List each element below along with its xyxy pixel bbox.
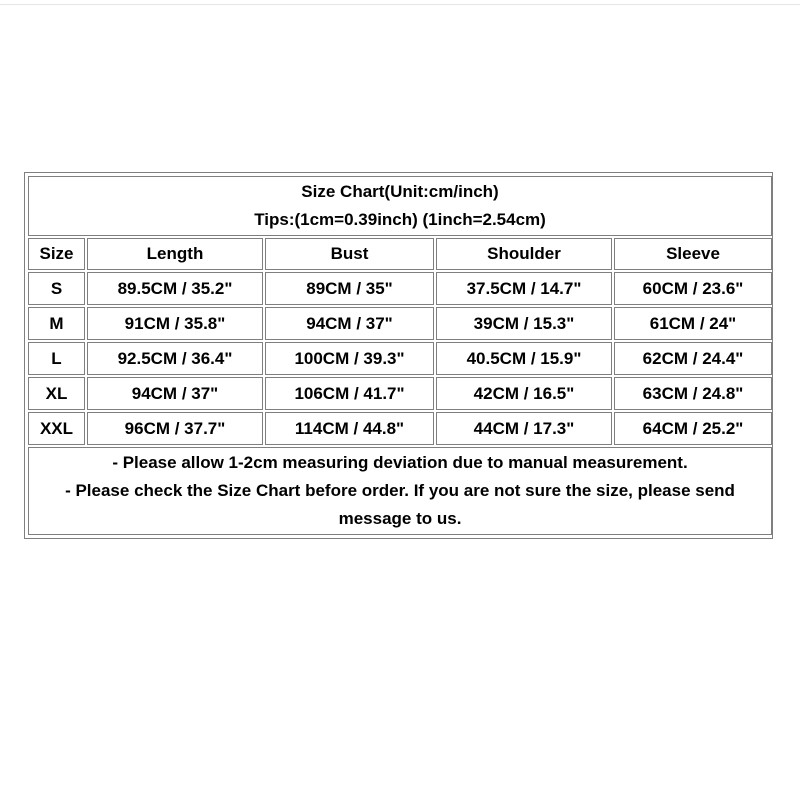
table-row	[28, 342, 772, 375]
shoulder-cell: 39CM / 15.3"	[436, 307, 612, 340]
length-cell: 91CM / 35.8"	[87, 307, 263, 340]
table-row	[28, 412, 772, 445]
header-length: Length	[87, 238, 263, 270]
sleeve-cell: 62CM / 24.4"	[614, 342, 772, 375]
size-cell: L	[28, 342, 85, 375]
table-row	[28, 272, 772, 305]
bust-cell: 94CM / 37"	[265, 307, 434, 340]
header-row	[28, 238, 772, 270]
size-cell: XL	[28, 377, 85, 410]
table-row	[28, 307, 772, 340]
length-cell: 92.5CM / 36.4"	[87, 342, 263, 375]
bust-cell: 114CM / 44.8"	[265, 412, 434, 445]
bust-cell: 100CM / 39.3"	[265, 342, 434, 375]
chart-title-line: Size Chart(Unit:cm/inch)	[301, 182, 499, 201]
top-divider	[0, 4, 800, 5]
note-check-size: - Please check the Size Chart before order. If you are not sure the size, please send message to us.	[65, 481, 735, 528]
header-size: Size	[28, 238, 85, 270]
chart-title	[28, 176, 772, 236]
bust-cell: 89CM / 35"	[265, 272, 434, 305]
header-shoulder: Shoulder	[436, 238, 612, 270]
table-row	[28, 377, 772, 410]
header-bust: Bust	[265, 238, 434, 270]
shoulder-cell: 42CM / 16.5"	[436, 377, 612, 410]
length-cell: 96CM / 37.7"	[87, 412, 263, 445]
sleeve-cell: 64CM / 25.2"	[614, 412, 772, 445]
size-cell: S	[28, 272, 85, 305]
notes	[28, 447, 772, 535]
sleeve-cell: 61CM / 24"	[614, 307, 772, 340]
sleeve-cell: 60CM / 23.6"	[614, 272, 772, 305]
header-sleeve: Sleeve	[614, 238, 772, 270]
sleeve-cell: 63CM / 24.8"	[614, 377, 772, 410]
size-chart	[24, 172, 773, 539]
note-deviation: - Please allow 1-2cm measuring deviation due to manual measurement.	[112, 453, 688, 472]
size-chart-table	[26, 174, 774, 537]
length-cell: 89.5CM / 35.2"	[87, 272, 263, 305]
shoulder-cell: 40.5CM / 15.9"	[436, 342, 612, 375]
chart-tips-line: Tips:(1cm=0.39inch) (1inch=2.54cm)	[254, 210, 546, 229]
bust-cell: 106CM / 41.7"	[265, 377, 434, 410]
shoulder-cell: 37.5CM / 14.7"	[436, 272, 612, 305]
size-cell: M	[28, 307, 85, 340]
size-cell: XXL	[28, 412, 85, 445]
length-cell: 94CM / 37"	[87, 377, 263, 410]
shoulder-cell: 44CM / 17.3"	[436, 412, 612, 445]
